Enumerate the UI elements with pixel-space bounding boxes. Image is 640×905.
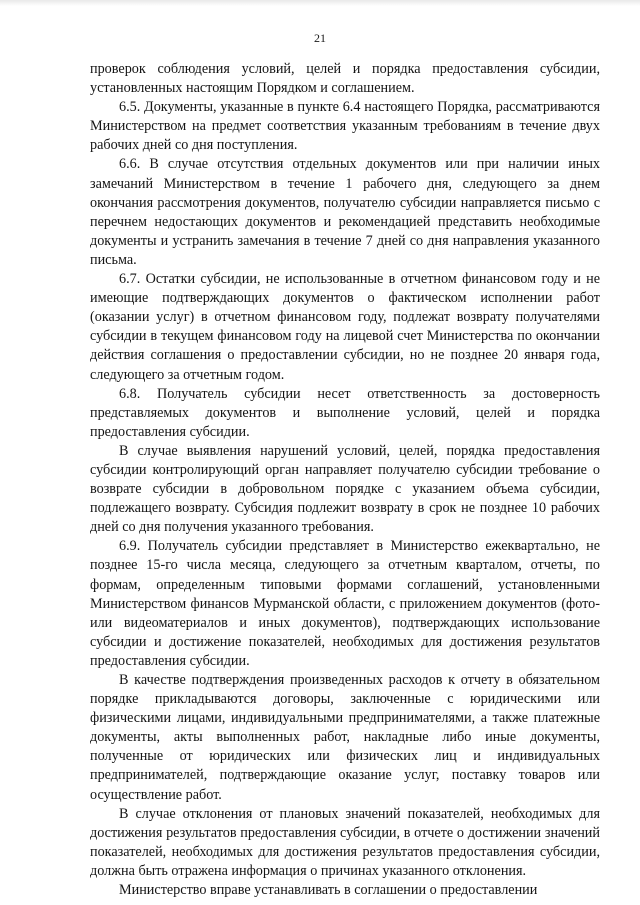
paragraph-6-6: 6.6. В случае отсутствия отдельных документов или при наличии иных замечаний Министерством в течение 1 рабочего дня, следующего за днем окончания рассмотрения документов, получателю субсидии направляется письмо с перечнем недостающих документов и рекомендацией представить необходимые документы и устранить замечания в течение 7 дней со дня направления указанного письма. xyxy=(90,156,600,268)
page-number: 21 xyxy=(314,31,326,45)
paragraph-expense-confirmation: В качестве подтверждения произведенных расходов к отчету в обязательном порядке прикладываются договоры, заключенные с юридическими или физическими лицами, индивидуальными предпринимателями, а также платежные документы, акты выполненных работ, накладные либо иные документы, полученные от юридических или физических лиц и индивидуальных предпринимателей, подтверждающие оказание услуг, поставку товаров или осуществление работ. xyxy=(90,672,600,803)
document-body xyxy=(90,60,600,900)
paragraph-6-7: 6.7. Остатки субсидии, не использованные в отчетном финансовом году и не имеющие подтверждающих документов о фактическом исполнении работ (оказании услуг) в отчетном финансовом году, подлежат возврату получателями субсидии в текущем финансовом году на лицевой счет Министерства по окончании действия соглашения о предоставлении субсидии, но не позднее 20 января года, следующего за отчетным годом. xyxy=(90,271,600,383)
scan-edge xyxy=(0,0,640,6)
paragraph-deviation: В случае отклонения от плановых значений показателей, необходимых для достижения результатов предоставления субсидии, в отчете о достижении значений показателей, необходимых для достижения результатов предоставления субсидии, должна быть отражена информация о причинах указанного отклонения. xyxy=(90,805,600,879)
paragraph-continuation: проверок соблюдения условий, целей и порядка предоставления субсидии, установленных настоящим Порядком и соглашением. xyxy=(90,61,600,97)
paragraph-ministry-right: Министерство вправе устанавливать в соглашении о предоставлении xyxy=(119,882,538,899)
paragraph-6-5: 6.5. Документы, указанные в пункте 6.4 настоящего Порядка, рассматриваются Министерством на предмет соответствия указанным требованиям в течение двух рабочих дней со дня поступления. xyxy=(90,99,600,154)
paragraph-violation-return: В случае выявления нарушений условий, целей, порядка предоставления субсидии контролирующий орган направляет получателю субсидии требование о возврате субсидии в добровольном порядке с указанием объема субсидии, подлежащего возврату. Субсидия подлежит возврату в срок не позднее 10 рабочих дней со дня получения указанного требования. xyxy=(90,442,600,536)
paragraph-6-9: 6.9. Получатель субсидии представляет в Министерство ежеквартально, не позднее 15-го числа месяца, следующего за отчетным кварталом, отчеты, по формам, определенным типовыми формами соглашений, установленными Министерством финансов Мурманской области, с приложением документов (фото- или видеоматериалов и иных документов), подтверждающих использование субсидии и достижение показателей, необходимых для достижения результатов предоставления субсидии. xyxy=(90,538,600,669)
paragraph-6-8: 6.8. Получатель субсидии несет ответственность за достоверность представляемых документов и выполнение условий, целей и порядка предоставления субсидии. xyxy=(90,385,600,440)
